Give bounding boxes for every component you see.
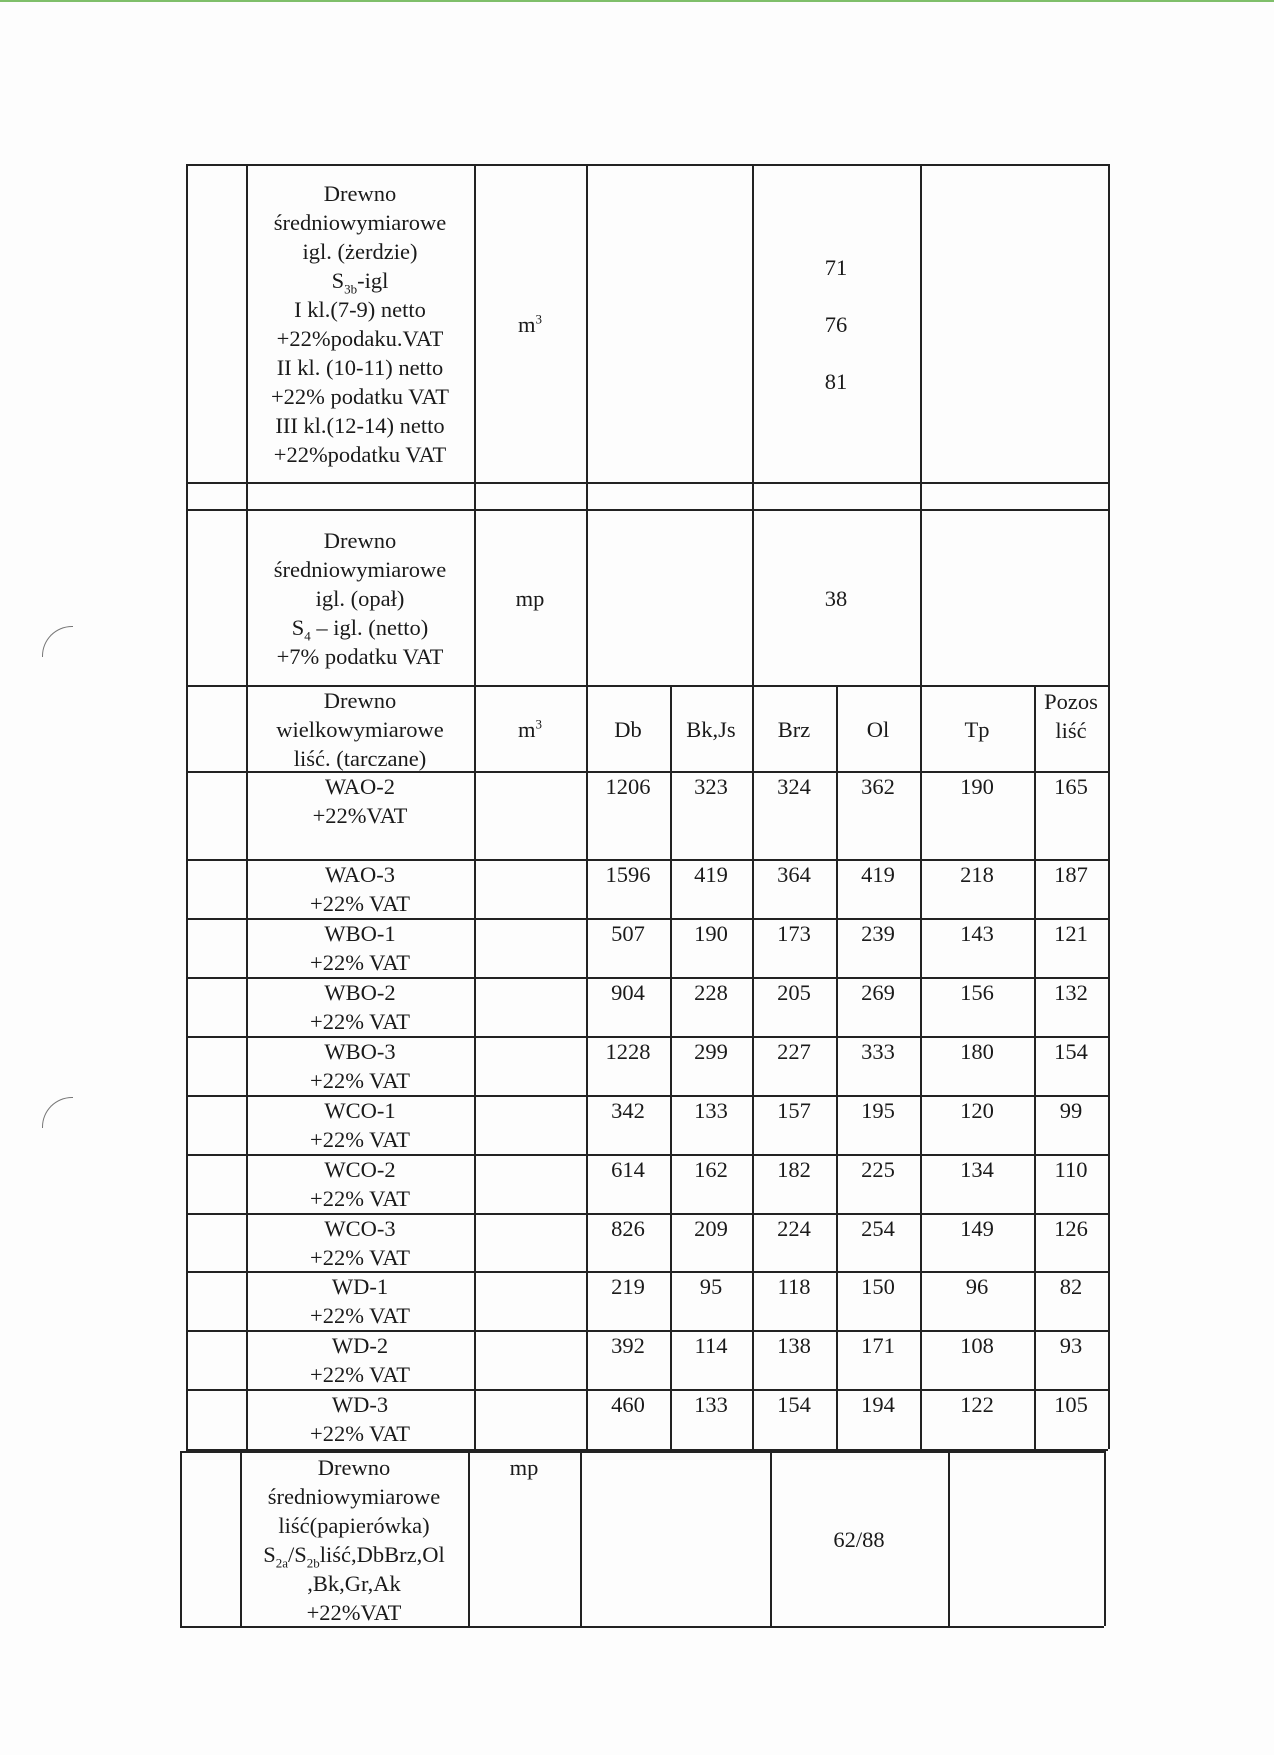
price-value: 132 [1054, 980, 1088, 1005]
unit-text: m [517, 716, 536, 742]
price-value: 105 [1054, 1392, 1088, 1417]
price-cell [752, 977, 836, 1036]
price-cell [1034, 918, 1108, 977]
price-value: 507 [611, 921, 645, 946]
assortment-name [246, 1095, 474, 1154]
price-cell [836, 918, 920, 977]
assortment-code: WAO-2 [325, 774, 395, 799]
table-rule-v [1108, 164, 1110, 685]
desc-line: igl. (żerdzie) [302, 239, 418, 264]
vat-note: +22%VAT [312, 803, 408, 828]
price-cell [752, 1271, 836, 1330]
price-value: 162 [694, 1157, 728, 1182]
price-cell [752, 1330, 836, 1389]
desc-line: +22%podaku.VAT [276, 326, 444, 351]
s4-description [240, 1452, 468, 1626]
price-cell [836, 1095, 920, 1154]
table-rule-v [1104, 1451, 1106, 1626]
desc-line: wielkowymiarowe [276, 716, 444, 742]
price-value: 362 [861, 774, 895, 799]
vat-note: +22% VAT [310, 1186, 410, 1211]
punch-hole-mark [42, 626, 73, 657]
unit-text: mp [509, 1455, 539, 1480]
desc-line: Drewno [323, 527, 397, 553]
price-class-1: 71 [824, 254, 848, 280]
price-value: 209 [694, 1216, 728, 1241]
price-value: 122 [960, 1392, 994, 1417]
assortment-name [246, 1036, 474, 1095]
price-cell [586, 1271, 670, 1330]
price-value: 219 [611, 1274, 645, 1299]
price-value: 126 [1054, 1216, 1088, 1241]
price-value: 904 [611, 980, 645, 1005]
price-value: 225 [861, 1157, 895, 1182]
price-value: 38 [824, 585, 848, 611]
price-cell [670, 1213, 752, 1271]
price-value: 134 [960, 1157, 994, 1182]
price-value: 154 [1054, 1039, 1088, 1064]
desc-line: liść(papierówka) [278, 1513, 430, 1538]
price-value: 324 [777, 774, 811, 799]
desc-line: Drewno [317, 1455, 391, 1480]
price-cell [752, 918, 836, 977]
table-rule-v [474, 685, 476, 1449]
desc-line: II kl. (10-11) netto [276, 355, 444, 380]
price-cell [586, 771, 670, 859]
price-cell [1034, 1154, 1108, 1213]
price-cell [670, 859, 752, 918]
price-value: 96 [965, 1274, 989, 1299]
assortment-code: WD-1 [331, 1274, 389, 1299]
price-value: 1206 [605, 774, 651, 799]
price-value: 323 [694, 774, 728, 799]
price-cell [836, 1154, 920, 1213]
vat-note: +22% VAT [310, 1009, 410, 1034]
price-value: 93 [1059, 1333, 1083, 1358]
price-value: 419 [694, 862, 728, 887]
vat-note: +22% VAT [310, 1068, 410, 1093]
s4-unit [468, 1452, 580, 1626]
price-cell [920, 977, 1034, 1036]
price-cell [670, 1154, 752, 1213]
s3-unit [474, 686, 586, 772]
price-cell [670, 977, 752, 1036]
price-value: 120 [960, 1098, 994, 1123]
price-value: 133 [694, 1098, 728, 1123]
price-cell [920, 1213, 1034, 1271]
s2-price [752, 510, 920, 686]
assortment-code: WD-2 [331, 1333, 389, 1358]
species-header-db [586, 686, 670, 772]
price-cell [586, 1036, 670, 1095]
species-label: Bk,Js [686, 716, 736, 742]
price-value: 165 [1054, 774, 1088, 799]
price-cell [670, 1095, 752, 1154]
table-rule-v [920, 164, 922, 685]
price-value: 108 [960, 1333, 994, 1358]
price-cell [586, 1095, 670, 1154]
assortment-code: WD-3 [331, 1392, 389, 1417]
price-cell [752, 1095, 836, 1154]
assortment-name [246, 1330, 474, 1389]
price-cell [670, 918, 752, 977]
desc-line-species-code: $S_{2a}/S_{2b}liść,DbBrz,Ol$ [263, 1542, 445, 1571]
price-cell [670, 1271, 752, 1330]
table-rule-v [180, 1451, 182, 1626]
desc-line: +7% podatku VAT [276, 643, 444, 669]
price-cell [920, 1154, 1034, 1213]
price-value: 205 [777, 980, 811, 1005]
price-cell [670, 1330, 752, 1389]
price-value: 227 [777, 1039, 811, 1064]
price-value: 95 [699, 1274, 723, 1299]
species-header-pozos [1034, 686, 1108, 772]
price-value: 118 [777, 1274, 811, 1299]
price-value: 224 [777, 1216, 811, 1241]
price-cell [1034, 1036, 1108, 1095]
desc-line: +22% podatku VAT [270, 384, 450, 409]
price-cell [836, 1330, 920, 1389]
price-cell [836, 1271, 920, 1330]
species-label: Ol [866, 716, 890, 742]
price-value: 1228 [605, 1039, 651, 1064]
price-value: 269 [861, 980, 895, 1005]
unit-text: mp [515, 585, 545, 611]
species-header-ol [836, 686, 920, 772]
price-value: 187 [1054, 862, 1088, 887]
assortment-name [246, 918, 474, 977]
price-value: 138 [777, 1333, 811, 1358]
price-value: 190 [694, 921, 728, 946]
desc-line: średniowymiarowe [267, 1484, 441, 1509]
price-value: 333 [861, 1039, 895, 1064]
species-label: Db [614, 716, 642, 742]
price-value: 182 [777, 1157, 811, 1182]
assortment-code: WBO-3 [324, 1039, 396, 1064]
price-value: 194 [861, 1392, 895, 1417]
price-cell [586, 859, 670, 918]
price-cell [836, 1036, 920, 1095]
desc-line: Drewno [323, 181, 397, 206]
price-cell [752, 1154, 836, 1213]
price-cell [920, 1036, 1034, 1095]
price-cell [836, 859, 920, 918]
price-value: 826 [611, 1216, 645, 1241]
price-value: 156 [960, 980, 994, 1005]
desc-line: I kl.(7-9) netto [294, 297, 426, 322]
assortment-name [246, 1213, 474, 1271]
price-cell [920, 918, 1034, 977]
price-cell [1034, 771, 1108, 859]
price-cell [586, 1389, 670, 1449]
price-value: 254 [861, 1216, 895, 1241]
price-cell [752, 1213, 836, 1271]
unit-text: m [517, 311, 536, 337]
price-class-3: 81 [824, 368, 848, 394]
s1-unit [474, 164, 586, 484]
assortment-name [246, 1271, 474, 1330]
price-value: 342 [611, 1098, 645, 1123]
desc-line: igl. (opał) [315, 585, 405, 611]
assortment-name [246, 1154, 474, 1213]
desc-line: III kl.(12-14) netto [275, 413, 445, 438]
table-rule-v [186, 164, 188, 685]
unit-exponent: 3 [535, 716, 542, 731]
price-cell [1034, 1389, 1108, 1449]
price-cell [836, 771, 920, 859]
price-value: 171 [861, 1333, 895, 1358]
assortment-code: WCO-3 [324, 1216, 396, 1241]
price-cell [670, 1036, 752, 1095]
price-cell [586, 977, 670, 1036]
desc-line: +22%VAT [306, 1600, 402, 1625]
price-cell [920, 771, 1034, 859]
price-cell [920, 1271, 1034, 1330]
price-cell [1034, 977, 1108, 1036]
price-value: 154 [777, 1392, 811, 1417]
species-label: Pozos [1044, 689, 1098, 714]
desc-line: średniowymiarowe [273, 556, 447, 582]
assortment-name [246, 1389, 474, 1449]
vat-note: +22% VAT [310, 1303, 410, 1328]
price-value: 62/88 [833, 1526, 885, 1552]
s3-description [246, 686, 474, 772]
price-cell [1034, 1330, 1108, 1389]
assortment-name [246, 771, 474, 859]
price-value: 364 [777, 862, 811, 887]
species-header-tp [920, 686, 1034, 772]
desc-line: +22%podatku VAT [273, 442, 447, 467]
price-value: 149 [960, 1216, 994, 1241]
species-label: liść [1055, 718, 1087, 743]
price-value: 419 [861, 862, 895, 887]
table-rule-v [586, 164, 588, 685]
price-value: 195 [861, 1098, 895, 1123]
price-value: 614 [611, 1157, 645, 1182]
price-value: 218 [960, 862, 994, 887]
price-value: 110 [1054, 1157, 1088, 1182]
price-cell [920, 1330, 1034, 1389]
s1-prices [752, 164, 920, 484]
species-header-bkjs [670, 686, 752, 772]
assortment-code: WCO-1 [324, 1098, 396, 1123]
species-label: Tp [964, 716, 990, 742]
assortment-code: WBO-2 [324, 980, 396, 1005]
assortment-name [246, 977, 474, 1036]
price-value: 133 [694, 1392, 728, 1417]
price-value: 299 [694, 1039, 728, 1064]
desc-line: liść. (tarczane) [293, 745, 427, 771]
table-rule-v [186, 685, 188, 1449]
desc-line: Drewno [323, 687, 397, 713]
price-cell [1034, 859, 1108, 918]
punch-hole-mark [42, 1097, 73, 1128]
assortment-code: WCO-2 [324, 1157, 396, 1182]
price-cell [836, 977, 920, 1036]
assortment-name [246, 859, 474, 918]
price-cell [586, 1330, 670, 1389]
desc-line: ,Bk,Gr,Ak [307, 1571, 401, 1596]
desc-line-species-code: $S_{3b}$-igl [331, 268, 389, 297]
desc-line: średniowymiarowe [273, 210, 447, 235]
table-rule-v [580, 1451, 582, 1626]
vat-note: +22% VAT [310, 1245, 410, 1270]
price-value: 150 [861, 1274, 895, 1299]
price-cell [752, 1036, 836, 1095]
unit-exponent: 3 [535, 311, 542, 326]
price-cell [836, 1389, 920, 1449]
price-value: 173 [777, 921, 811, 946]
price-cell [1034, 1095, 1108, 1154]
vat-note: +22% VAT [310, 891, 410, 916]
vat-note: +22% VAT [310, 1362, 410, 1387]
price-cell [752, 1389, 836, 1449]
price-value: 1596 [605, 862, 651, 887]
price-cell [752, 771, 836, 859]
scan-top-edge [0, 0, 1274, 2]
price-cell [752, 859, 836, 918]
price-cell [920, 1389, 1034, 1449]
species-label: Brz [777, 716, 811, 742]
price-value: 190 [960, 774, 994, 799]
price-cell [1034, 1271, 1108, 1330]
vat-note: +22% VAT [310, 1421, 410, 1446]
price-cell [1034, 1213, 1108, 1271]
s2-description [246, 510, 474, 686]
vat-note: +22% VAT [310, 1127, 410, 1152]
price-cell [670, 771, 752, 859]
price-value: 114 [694, 1333, 728, 1358]
assortment-code: WBO-1 [324, 921, 396, 946]
s2-unit [474, 510, 586, 686]
price-cell [836, 1213, 920, 1271]
price-value: 82 [1059, 1274, 1083, 1299]
s1-description [246, 164, 474, 484]
price-value: 157 [777, 1098, 811, 1123]
vat-note: +22% VAT [310, 950, 410, 975]
price-value: 228 [694, 980, 728, 1005]
price-value: 180 [960, 1039, 994, 1064]
price-cell [586, 1154, 670, 1213]
price-cell [920, 859, 1034, 918]
price-value: 460 [611, 1392, 645, 1417]
price-class-2: 76 [824, 311, 848, 337]
table-rule-v [948, 1451, 950, 1626]
species-header-brz [752, 686, 836, 772]
price-cell [586, 918, 670, 977]
price-value: 121 [1054, 921, 1088, 946]
price-value: 392 [611, 1333, 645, 1358]
price-value: 99 [1059, 1098, 1083, 1123]
table-rule-v [1108, 685, 1110, 1449]
price-cell [586, 1213, 670, 1271]
assortment-code: WAO-3 [325, 862, 395, 887]
price-cell [670, 1389, 752, 1449]
price-value: 239 [861, 921, 895, 946]
price-cell [920, 1095, 1034, 1154]
price-value: 143 [960, 921, 994, 946]
s4-price [770, 1452, 948, 1626]
desc-line-species-code: $S_4$ – igl. (netto) [291, 614, 429, 643]
